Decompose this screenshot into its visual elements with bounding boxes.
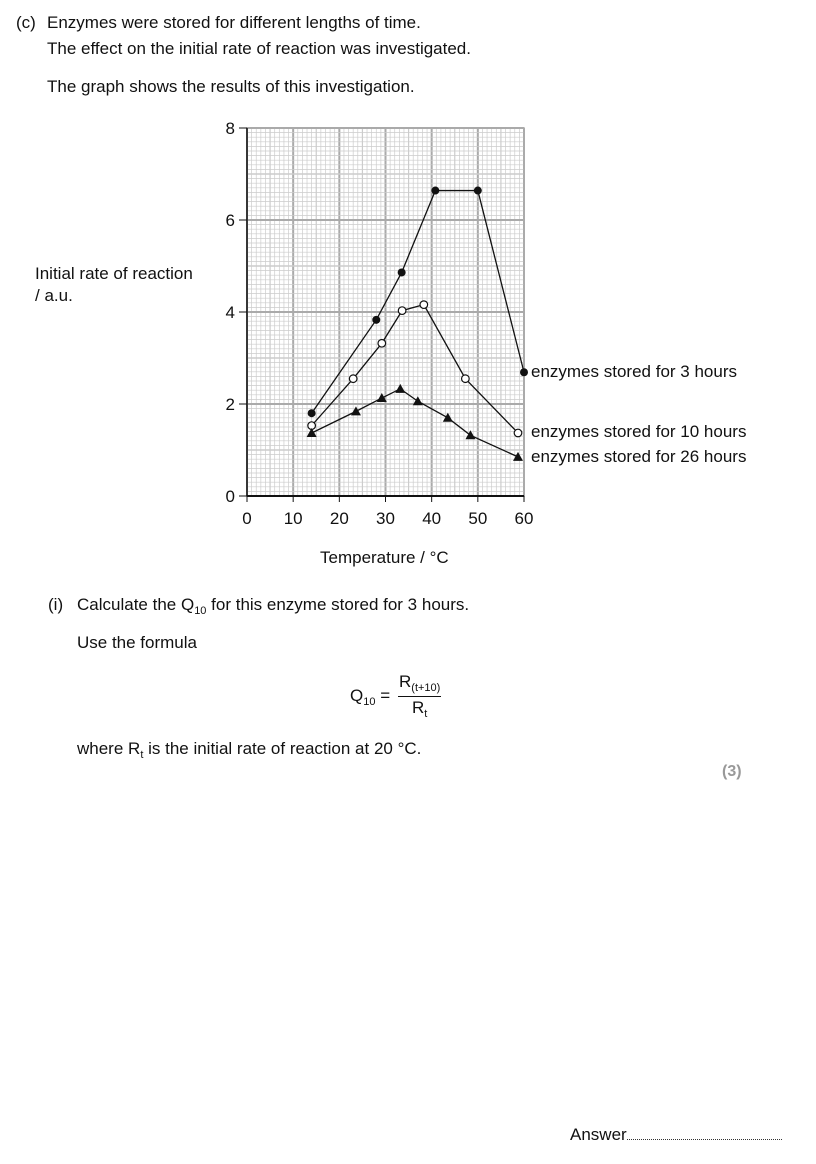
question-line-1: Enzymes were stored for different lengths of time. [47, 13, 421, 32]
data-point [307, 428, 317, 437]
y-axis-unit: / a.u. [35, 286, 73, 305]
data-point [378, 339, 386, 347]
x-tick-label: 30 [376, 509, 395, 528]
data-point [398, 268, 406, 276]
q-sub: 10 [194, 605, 207, 617]
where-before: where R [77, 739, 141, 758]
legend-label: enzymes stored for 10 hours [531, 422, 747, 441]
where-text [77, 739, 421, 761]
formula-equals: = [380, 686, 391, 705]
subpart-label: (i) [48, 595, 64, 614]
data-point [308, 409, 316, 417]
marks: (3) [722, 763, 742, 780]
x-tick-label: 60 [514, 509, 534, 528]
num-sub: (t+10) [411, 682, 441, 694]
data-point [420, 301, 428, 309]
data-point [372, 316, 380, 324]
legend-label: enzymes stored for 26 hours [531, 447, 747, 466]
answer-line[interactable] [570, 1125, 782, 1145]
y-tick-label: 4 [225, 303, 235, 322]
x-tick-label: 10 [283, 509, 303, 528]
formula-q: Q [350, 686, 364, 705]
data-point [351, 406, 361, 415]
data-point [514, 429, 522, 437]
formula-numerator [398, 672, 441, 697]
data-point [349, 375, 357, 383]
y-axis-label: Initial rate of reaction [35, 264, 193, 283]
y-tick-label: 8 [225, 119, 235, 138]
part-label: (c) [16, 13, 36, 32]
q-text-after: for this enzyme stored for 3 hours. [206, 595, 470, 614]
question-line-2: The effect on the initial rate of reaction was investigated. [47, 39, 471, 58]
formula-denominator [398, 697, 441, 720]
den-r: R [411, 698, 425, 717]
data-point [474, 187, 482, 195]
question-line-3: The graph shows the results of this investigation. [47, 77, 415, 96]
num-r: R [399, 672, 412, 691]
where-after: is the initial rate of reaction at 20 °C. [143, 739, 422, 758]
formula-q-sub: 10 [363, 696, 376, 708]
data-point [443, 413, 453, 422]
x-tick-label: 40 [422, 509, 442, 528]
y-tick-label: 6 [225, 211, 235, 230]
data-point [462, 375, 470, 383]
formula-fraction [398, 672, 441, 720]
data-point [413, 396, 423, 405]
answer-label: Answer [570, 1125, 627, 1144]
formula-lhs [350, 686, 390, 708]
where-sub: t [140, 749, 144, 761]
x-tick-label: 20 [329, 509, 349, 528]
formula-intro: Use the formula [77, 633, 197, 652]
y-tick-label: 0 [225, 487, 235, 506]
data-point [431, 187, 439, 195]
legend-label: enzymes stored for 3 hours [531, 362, 737, 381]
den-sub: t [424, 708, 428, 720]
x-axis-label: Temperature / °C [320, 548, 449, 567]
data-point [398, 307, 406, 315]
y-tick-label: 2 [225, 395, 235, 414]
answer-field[interactable] [627, 1125, 782, 1140]
q-text: Calculate the Q [77, 595, 195, 614]
subpart-question [77, 595, 469, 617]
x-tick-label: 50 [468, 509, 488, 528]
data-point [520, 368, 528, 376]
x-tick-label: 0 [242, 509, 252, 528]
